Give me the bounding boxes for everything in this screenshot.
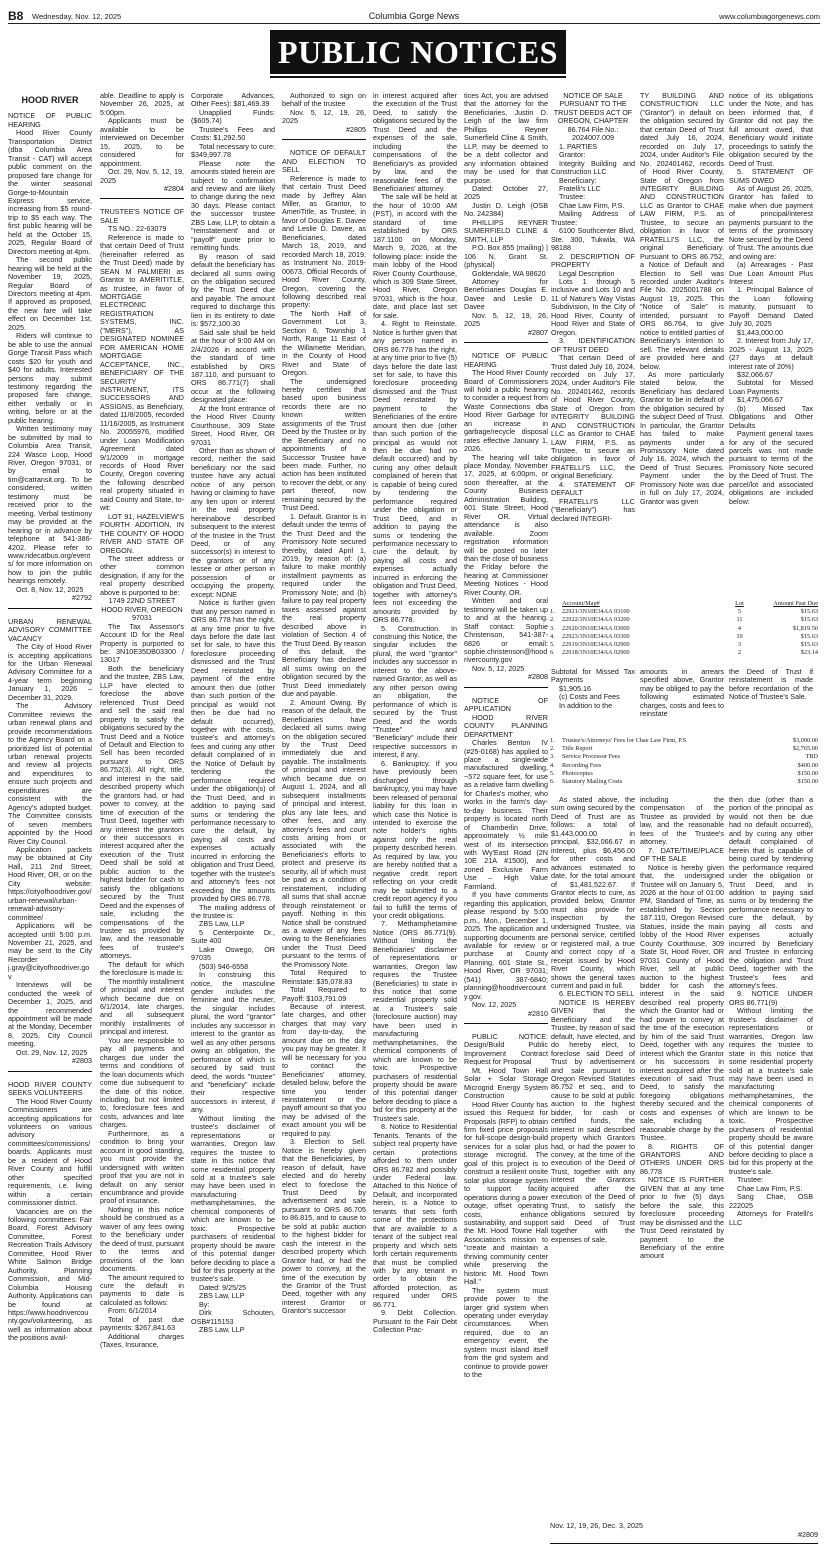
notice-paragraph: Additional charges (Taxes, Insurance, xyxy=(100,1331,184,1350)
lot: 10 xyxy=(736,632,743,640)
notice-paragraph: Interviews will be conducted the week of December 1, 2025, and the recommended appointment will be made at the Monday, December 8, 2025, City Council meeting. xyxy=(8,980,92,1049)
notice-paragraph: $32,066.67 xyxy=(737,369,773,379)
row-number: 2. xyxy=(550,745,555,753)
column-9 xyxy=(729,92,813,597)
notice-paragraph: (b) Missed Tax Obligations and Other Defaults xyxy=(729,403,813,430)
notice-paragraph: The default for which the foreclosure is made is: xyxy=(100,959,184,978)
notice-paragraph: TY BUILDING AND CONSTRUCTION LLC ("Grantor") in default on the obligation secured by that certain Deed of Trust dated July 16, 2024, recorded on July 17, 2024, under Auditor's File No. 202401462, records of Hood River County, State of Oregon from INTEGRITY BUILDING AND CONSTRUCTION LLC as Grantor to CHAE LAW FIRM, P.S. as Trustee, to secure an obligation in favor of FRATELLI'S LLC, the original Beneficiary. Pursuant to ORS 86.752, a Notice of Default and Election to Sell was recorded under Auditor's File No. 2025001788 on August 19, 2025. This "Notice of Sale" is intended, pursuant to ORS 86.764, to give notice to entitled parties of Beneficiary's intention to sell. The relevant details are provided here and below. xyxy=(640,92,724,371)
notice-paragraph: Without limiting the trustee's disclaimer of representations or warranties, Oregon law requires the trustee to state in this notice that some residential property sold at a trustee's sale may have been used in manufacturing methamphetamines, the chemical components of which are known to be toxic. Prospective purchasers of residential property should be aware of this potential danger before deciding to place a bid for this property at the trustee's sale. xyxy=(191,1113,275,1284)
notice-paragraph: 7. Methamphetamine Notice (ORS 86.771(9). Without limiting the Beneficiaries' disclaimer of representations or warranties, Oregon law requires the Trustee (Beneficiaries) to state in this notice that some residential property sold at a Trustee's sale (foreclosure auction) may have been used in manufacturing methamphetamines, the chemical components of which are known to be toxic. Prospective purchasers of residential property should be aware of this potential danger before deciding to place a bid for this property at the Trustee's sale. xyxy=(373,919,457,1123)
notice-paragraph: 2. Interest from July 17, 2025 - August 13, 2025 (27 days at default interest rate of 20%) xyxy=(729,336,813,371)
notice-paragraph: 7. DATE/TIME/PLACE OF THE SALE xyxy=(640,845,724,864)
table-row xyxy=(550,616,818,624)
notice-paragraph: Notice is hereby given that, the undersigned Trustee will on January 5, 2026 at the hour of 01:00 PM, Standard of Time, as established by Section 187.110, Oregon Revised Statues, inside the main lobby of the Hood River County Courthouse, 309 State St, Hood River, OR 97031 County of Hood River, sell at public auction to the highest bidder for cash the interest in the said described real property which the Grantor had or had power to convey at the time of the execution by him of the said Trust Deed, together with any interest which the Grantor or his successors in interest acquired after the execution of said Trust Deed, to satisfy the foregoing obligations thereby secured and the costs and expenses of sale, including a reasonable charge by the Trustee. xyxy=(640,862,724,1143)
row-number: 4. xyxy=(550,761,555,769)
notice-paragraph: NOTICE OF PUBLIC HEARING xyxy=(464,351,548,369)
fees-table xyxy=(550,737,818,786)
account-map: 22923/3N10E34AA 03300 xyxy=(562,632,630,640)
notice-paragraph: 3. Election to Sell. Notice is hereby given that the Beneficiaries, by reason of default, have elected and do hereby elect to foreclose the Trust Deed by advertisement and sale pursuant to ORS 86.705 to 86.815, and to cause to be sold at public auction to the highest bidder for cash the interest in the described property which Grantor had, or had the power to convey, at the time of the execution by the Grantor of the Trust Deed, together with any interest Grantor or Grantor's successor xyxy=(282,1137,366,1316)
mid-column-1 xyxy=(551,668,635,734)
fee-description: Recording Fees xyxy=(562,761,602,769)
notice-paragraph: Trustee: xyxy=(737,1175,764,1185)
fee-description: Title Report xyxy=(562,745,593,753)
notice-paragraph: Attorney for Beneficiaries Douglas E. Davee and Leslie D. Davee xyxy=(464,276,548,312)
notice-paragraph: 9. NOTICE UNDER ORS 86.771(9) xyxy=(729,989,813,1007)
publication-name: Columbia Gorge News xyxy=(368,11,460,21)
notice-paragraph: As more particularly stated below, the Beneficiary has declared Grantor to be in default of the obligation secured by the subject Deed of Trust. In particular, the Grantor has failed to make payments under a Promissory Note dated July 16, 2024, which the Deed of Trust Secures. Payment under the Promissory Note was due in full on July 17, 2024, Grantor was given xyxy=(640,369,724,506)
notice-footer xyxy=(550,1522,818,1544)
section-heading: HOOD RIVER xyxy=(21,95,79,105)
account-map: 22921/3N10E34AA 03100 xyxy=(562,608,630,616)
notice-paragraph: Hood River County Transportation District (dba Columbia Area Transit - CAT) will accept public comment on the proposed fare change for the winter seasonal Gorge-to-Mountain Express service, increasing from $5 round-trip to $5 each way. The first public hearing will be held at the October 15, 2025, Regular Board of Directors meeting at 4pm. xyxy=(8,128,92,256)
notice-paragraph: HOOD RIVER COUNTY PLANNING DEPARTMENT xyxy=(464,712,548,739)
table-row xyxy=(550,737,818,745)
ad-number: #2803 xyxy=(8,1057,92,1071)
notice-paragraph: NOTICE OF PUBLIC HEARING xyxy=(8,111,92,129)
account-map: 22918/3N10E34AA 02900 xyxy=(562,649,630,657)
notice-paragraph: 6. ELECTION TO SELL xyxy=(559,989,635,999)
notice-paragraph: 4. Right to Reinstate. Notice is further given that any person named in ORS 86.778 has the right, at any time prior to five (5) days before the date last set for sale, to have this foreclosure proceeding dismissed and the Trust Deed reinstated by payment to the Beneficiaries of the entire amount then due (other than such portion of the principal as would not then be due had no default occurred) and by curing any other default complained of herein that is capable of being cured by tendering the performance required under the obligation or Trust Deed, and in addition to paying the sums or tendering the performance necessary to cure the default, by paying all costs and expenses actually incurred in enforcing the obligation and Trust Deed, together with attorney's fees not exceeding the amounts provided by ORS 86.778. xyxy=(373,319,457,625)
notice-paragraph: Chae Law Firm, P.S. xyxy=(737,1183,803,1193)
notice-paragraph: By: xyxy=(199,1299,210,1309)
notice-paragraph: 4. STATEMENT OF DEFAULT xyxy=(551,479,635,498)
notice-paragraph: $1,443,000.00 xyxy=(737,327,783,337)
notice-paragraph: As of August 26, 2025, Grantor has failed to make when due payment of principal/interest payments pursuant to the terms of the promissory Note secured by the Deed of Trust. The amounts due and owing are: xyxy=(729,183,813,261)
publication-dates: Nov. 12, 19, 26, Dec. 3, 2025 xyxy=(550,1521,643,1530)
notice-paragraph: Vacancies are on the following committees: Fair Board, Forest Advisory Committee, Forest Recreation Trails Advisory Committee, Hood River White Salmon Bridge Authority, Planning Commission, and Mid-Columbia Housing Authority. Applications can be found at https://www.hoodrivercounty.gov/volunteering, as well as information about the positions avail- xyxy=(8,1206,92,1343)
notice-paragraph: The Tax Assessor's Account ID for the Real Property is purported to be: 3N10E35DB03300 / 13017 xyxy=(100,621,184,665)
tax-obligations-table xyxy=(550,600,818,657)
publication-url[interactable]: www.columbiagorgenews.com xyxy=(719,12,820,21)
notice-paragraph: 1. Default. Grantor is in default under the terms of the Trust Deed and the Promissory Note secured thereby, dated April 1, 2019, by reason of: (a) failure to make monthly installment payments as required under the Promissory Note; and (b) failure to pay real property taxes assessed against the real property described above in violation of Section 4 of the Trust Deed. By reason of this default, the Beneficiary has declared all sums owing on the obligation secured by the Trust Deed immediately due and payable. xyxy=(282,511,366,699)
notice-paragraph: 2. DESCRIPTION OF PROPERTY xyxy=(551,251,635,270)
table-row xyxy=(550,778,818,786)
lot: 3 xyxy=(737,641,742,649)
notice-paragraph: NOTICE OF APPLICATION xyxy=(464,695,548,714)
notice-paragraph: Applications will be accepted until 5:00 p.m. November 21, 2025, and may be sent to the City Recorder j.gray@cityofhoodriver.gov xyxy=(8,921,92,981)
lower-column-1 xyxy=(551,796,635,1516)
notice-paragraph: NOTICE OF SALE PURSUANT TO THE TRUST DEEDS ACT OF OREGON, CHAPTER 86.764 File No.: 2024007.009 xyxy=(553,92,633,143)
row-number: 1. xyxy=(550,608,555,616)
notice-paragraph: The Hood River County Board of Commissioners will hold a public hearing to consider a request from Waste Connections dba Hood River Garbage for an increase in garbage/recycle disposal rates effective January 1, 2026. xyxy=(464,368,548,454)
notice-paragraph: The sale will be held at the hour of 10:00 AM (PST), in accord with the standard of time established by ORS 187.1100 on Monday, March 9, 2026, at the following place: inside the main lobby of the Hood River County Courthouse, which is 309 State Street, Hood River, Oregon 97031, which is the hour, date, and place last set for sale. xyxy=(373,192,457,320)
notice-paragraph: The monthly installment of principal and interest which became due on 6/1/2014, late charges, and all subsequent monthly installments of principal and interest. xyxy=(100,976,184,1037)
notice-paragraph: Notice is further given that any person named in ORS 86.778 has the right, at any time prior to five days before the date last set for sale, to have this foreclosure proceeding dismissed and the Trust Deed reinstated by payment of the entire amount then due (other than such portion of the principal as would not then be due had no default occurred), together with the costs, trustee's and attorney's fees and curing any other default complained of in the Notice of Default by tendering the performance required under the obligation(s) of the Trust Deed, and in addition to paying said sums or tendering the performance necessary to cure the default, by paying all costs and expenses actually incurred in enforcing the obligation and Trust Deed, together with the trustee's and attorney's fees not exceeding the amounts provided by ORS 86.778. xyxy=(191,598,275,904)
mid-column-3 xyxy=(729,668,813,734)
lot: 4 xyxy=(737,624,742,632)
notice-paragraph: Dated: 9/25/25 xyxy=(199,1282,247,1292)
notice-paragraph: Mailing Address of Trustee: xyxy=(551,209,635,227)
ad-number: #2792 xyxy=(8,594,92,608)
notice-paragraph: Lake Oswego, OR 97035 xyxy=(191,944,275,963)
notice-paragraph: NOTICE IS HEREBY GIVEN that the Beneficiary and the Trustee, by reason of said default, have elected, and do hereby elect, to foreclose said Deed of Trust by advertisement and sale pursuant to Oregon Revised Statutes 86.752 et seq., and to cause to be sold at public auction to the highest bidder, for cash or certified funds, the interest in said described property which Grantors had, or had the power to convey, at the time of the execution of the Deed of Trust, together with any interest the Grantors acquired after the execution of the Deed of Trust, to satisfy the obligations secured by said Deed of Trust together with the expenses of sale, xyxy=(551,997,635,1244)
fee-description: Photocopies xyxy=(562,769,593,777)
notice-paragraph: Authorized to sign on behalf of the trustee xyxy=(282,92,366,109)
ad-number: #2805 xyxy=(282,126,366,140)
notice-paragraph: $1,475,066.67 xyxy=(737,395,783,405)
fee-description: Statutory Mailing Costs xyxy=(562,778,623,786)
notice-paragraph: Other than as shown of record, neither the said beneficiary nor the said trustee have any actual notice of any person having or claiming to have any lien upon or interest in the real property hereinabove described subsequent to the interest of the trustee in the Trust Deed, or of any successor(s) in interest to the grantors or of any lessee or other person in possession of or occupying the property, except: NONE xyxy=(191,446,275,599)
notice-paragraph: In addition to the xyxy=(559,700,613,710)
notice-paragraph: Applicants must be available to be interviewed on December 15, 2025, to be considered for appointment. xyxy=(100,116,184,168)
table-row xyxy=(550,608,818,616)
amount-past-due: $15.63 xyxy=(800,641,818,649)
notice-paragraph: The City of Hood River is accepting applications for the Urban Renewal Advisory Committee for a 4-year term beginning January 1, 2026 – December 31, 2029. xyxy=(8,642,92,702)
column-header: Account/Map# xyxy=(562,600,600,607)
fee-amount: $2,765.00 xyxy=(792,745,818,753)
notice-paragraph: Charles Benton IV (#25-0168) has applied to place a single-wide manufactured dwelling, ~572 square feet, for use as a relative farm dwelling for Charles's mother, who works in the farm's day-to-day business. Their property is located north of Chamberlin Drive, approximately ½ mile west of its intersection with Wy'East Road (2N 10E 21A #1500), and zoned Exclusive Farm Use – High Value Farmland. xyxy=(464,738,548,891)
table-row xyxy=(550,633,818,641)
notice-paragraph: Goldendale, WA 98620 xyxy=(472,268,546,278)
notice-paragraph: Application packets may be obtained at City Hall, 211 2nd Street, Hood River, OR, or on the City website: https://cityofhoodriver.gov/urban-renewal/urban-renewal-advisory-committee/ xyxy=(8,844,92,922)
notice-paragraph: P.O. Box 855 (mailing) | 106 N. Grant St. (physical) xyxy=(464,243,548,270)
notice-paragraph: HOOD RIVER COUNTY SEEKS VOLUNTEERS xyxy=(8,1079,92,1098)
column-8 xyxy=(640,92,724,597)
ad-number: #2809 xyxy=(550,1531,818,1545)
row-number: 3. xyxy=(550,753,555,761)
column-6 xyxy=(464,92,548,1542)
notice-paragraph: Riders will continue to be able to use the annual Gorge Transit Pass which costs $20 for youth and $40 for adults. Interested persons may submit testimony regarding the proposed fare change, either verbally or in writing, before or at the public hearing. xyxy=(8,331,92,425)
notice-paragraph: Beneficiary: xyxy=(559,175,597,185)
notice-paragraph: The Advisory Committee reviews the urban renewal plans and provide recommendations to the Agency Board on a prioritized list of potential urban renewal projects and review all projects and expenditures to ensure such projects and expenditures are consistent with the Agency's adopted budget. The Committee consists of seven members appointed by the Hood River City Council. xyxy=(8,701,92,846)
notice-paragraph: 1. Principal Balance of the Loan following maturity, pursuant to Payoff Demand Dated July 30, 2025 xyxy=(729,285,813,329)
notice-paragraph: 8. Notice to Residential Tenants. Tenants of the subject real property have certain protections afforded to them under ORS 86.782 and possibly under Federal law. Attached to this Notice of Default, and incorporated herein, is a Notice to tenants that sets forth some of the protections that are available to a tenant of the subject real property and which sets forth certain requirements that must be complied with by any tenant in order to obtain the afforded protection, as required under ORS 86.771. xyxy=(373,1122,457,1309)
notice-paragraph: $1,905.16 xyxy=(559,683,591,693)
notice-paragraph: The Hood River County Commissioners are accepting applications for volunteers on various advisory committees/commissions/boards. Applicants must be a resident of Hood River County and fulfill other specified requirements, i.e. living within a certain commissioner district. xyxy=(8,1096,92,1208)
notice-paragraph: PHILLIPS REYNER SUMERFIELD CLINE & SMITH, LLP xyxy=(464,217,548,244)
notice-paragraph: The undersigned hereby certifies that based upon business records there are no known written assignments of the Trust Deed by the Trustee or by the Beneficiary and no appointments of a Successor Trustee have been made. Further, no action has been instituted to recover the debt, or any part thereof, now remaining secured by the Trust Deed. xyxy=(282,376,366,513)
notice-paragraph: able. Deadline to apply is November 26, 2025, at 5:00pm. xyxy=(100,92,184,117)
notice-paragraph: Reference is made to that certain Deed of Trust (hereinafter referred as the Trust Deed) made by SEAN M PALMIERI as Grantor to AMERITITLE, as trustee, in favor of MORTGAGE ELECTRONIC REGISTRATION SYSTEMS, INC. ("MERS"), AS DESIGNATED NOMINEE FOR AMERICAN HOME MORTGAGE ACCEPTANCE, INC., BENEFICIARY OF THE SECURITY INSTRUMENT, ITS SUCCESSORS AND ASSIGNS, as Beneficiary, dated 11/8/2005, recorded 11/16/2005, as Instrument No. 20055976, modified under Loan Modification Agreement dated 9/1/2009 in mortgage records of Hood River County, Oregon covering the following described real property situated in said County and State, to-wit: xyxy=(100,232,184,513)
table-row xyxy=(550,649,818,657)
notice-paragraph: Both the beneficiary and the trustee, ZBS Law, LLP have elected to foreclose the above referenced Trust Deed and sell the said real property to satisfy the obligations secured by the Trust Deed and a Notice of Default and Election to Sell has been recorded pursuant to ORS 86.752(3). All right, title, and interest in the said described property which the grantors had, or had power to convey, at the time of execution of the Trust Deed, together with any interest the grantors or their successors in interest acquired after the execution of the Trust Deed shall be sold at public auction to the highest bidder for cash to satisfy the obligations secured by the Trust Deed and the expenses of sale, including the compensations of the trustee as provided by law, and the reasonable fees of trustee's attorneys. xyxy=(100,663,184,961)
notice-paragraph: Nov. 5, 12, 19, 26, 2025 xyxy=(282,107,366,126)
notice-paragraph: Dated: October 27, 2025 xyxy=(464,183,548,202)
section-banner: PUBLIC NOTICES xyxy=(270,30,566,74)
notice-paragraph: Unapplied Funds: ($605.74) xyxy=(191,107,275,126)
notice-paragraph: As stated above, the sum owing secured by the Deed of Trust are as follows: a total of $1,443,000.00 in principal, $32,066.67 in interest, plus $6,456.00 for other costs and advances estimated to date, for the total amount of $1,481,522.67. If Grantor elects to cure, as provided below, Grantor must also provide for inspection by the undersigned Trustee, via personal service, certified or registered mail, a true and correct copy of a receipt issued by Hood River County, which shows the general taxes current and paid in full. xyxy=(551,796,635,990)
notice-paragraph: 2. Amount Owing. By reason of the default, the Beneficiaries have declared all sums owing on the obligation secured by the Trust Deed immediately due and payable. The installments of principal and interest which became due on August 1, 2024, and all subsequent installments of principal and interest, plus any late fees, and other fees, and any attorney's fees and court costs arising from or associated with the Beneficiaries's efforts to protect and preserve its security, all of which must be paid as a condition of reinstatement, including all sums that shall accrue through reinstatement or payoff. Nothing in this Notice shall be construed as a waiver of any fees owing to the Beneficiaries under the Trust Deed pursuant to the terms of the Promissory Note. xyxy=(282,697,366,969)
notice-paragraph: (a) Arrearages - Past Due Loan Amount Plus Interest xyxy=(729,260,813,286)
notice-paragraph: FRATELLI'S LLC ("Beneficiary") has declared INTEGRI- xyxy=(551,496,635,523)
notice-paragraph: The hearing will take place Monday, November 17, 2025, at 6:00pm, or soon thereafter, at the County Business Administration Building, 601 State Street, Hood River OR. Virtual attendance is also available. Zoom registration information will be posted no later than the close of business the Friday before the hearing at Commissioner Meeting Notices - Hood River County, OR. xyxy=(464,452,548,597)
row-number: 5. xyxy=(550,641,555,649)
fee-amount: TBD xyxy=(805,753,818,761)
notice-paragraph: Subtotal for Missed Tax Payments xyxy=(551,668,635,685)
amount-past-due: $23.14 xyxy=(800,649,818,657)
notice-paragraph: Because of interest, late charges, and other charges that may vary from day-to-day, the amount due on the day you pay may be greater. It will be necessary for you to contact the Beneficiaries' attorney, detailed below, before the time you tender reinstatement or the payoff amount so that you may be advised of the exact amount you will be required to pay. xyxy=(282,1002,366,1138)
table-row xyxy=(550,641,818,649)
fee-description: Service Processor Fees xyxy=(562,753,621,761)
fee-amount: $150.00 xyxy=(797,769,818,777)
amount-past-due: $15.63 xyxy=(800,616,818,624)
notice-paragraph: amounts in arrears specified above, Grantor may be obliged to pay the following estimated charges, costs and fees to reinstate xyxy=(640,668,724,719)
lower-column-3 xyxy=(729,796,813,1516)
notice-paragraph: Furthermore, as a condition to bring your account in good standing, you must provide the undersigned with written proof that you are not in default on any senior encumbrance and provide proof of insurance. xyxy=(100,1128,184,1206)
notice-paragraph: Total Required to Reinstate: $35,078.83 xyxy=(282,968,366,986)
notice-paragraph: 5. Construction. In construing this Notice, the singular includes the plural, the word "grantor" includes any successor in interest to the above-named Grantor, as well as any other person owing an obligation, the performance of which is secured by the Trust Deed, and the words "Trustee" and "Beneficiary" include their respective successors in interest, if any. xyxy=(373,623,457,760)
notice-paragraph: Sang Chae, OSB 222025 xyxy=(729,1192,813,1210)
notice-paragraph: The system must provide power to the larger grid system when operating under everyday circumstances. When required, due to an emergency event, the system must island itself from the grid system and continue to provide power to the xyxy=(464,1285,548,1380)
notice-paragraph: At the front entrance of the Hood River County Courthouse, 309 State Street, Hood River, OR 97031 xyxy=(191,403,275,447)
ad-number: #2808 xyxy=(464,673,548,687)
notice-paragraph: Without limiting the trustee's disclaimer of representations or warranties, Oregon law requires the trustee to state in this notice that some residential property sold at a trustee's sale may have been used in manufacturing methamphetamines, the chemical components of which are known to be toxic. Prospective purchasers of residential property should be aware of this potential danger before deciding to place a bid for this property at the trustee's sale. xyxy=(729,1006,813,1176)
page-header xyxy=(8,4,820,24)
row-number: 3. xyxy=(550,624,555,632)
notice-paragraph: Mt. Hood Town Hall Solar + Solar Storage Microgrid Energy System Construction xyxy=(464,1065,548,1101)
notice-paragraph: ZBS Law, LLP xyxy=(199,1325,245,1335)
row-number: 2. xyxy=(550,616,555,624)
table-row xyxy=(550,745,818,753)
notice-paragraph: Payment general taxes for any of the secured parcels was not made pursuant to terms of the Promissory Note secured by the Deed of Trust. The parcel/lot and associated obligations are included below: xyxy=(729,429,813,506)
column-2 xyxy=(100,92,184,1542)
notice-paragraph: Subtotal for Missed Loan Payments xyxy=(729,378,813,396)
notice-paragraph: (503) 946-6558 xyxy=(199,961,249,971)
notice-paragraph: Integrity Building and Construction LLC xyxy=(551,158,635,177)
notice-paragraph: 1749 22ND STREET HOOD RIVER, OREGON 97031 xyxy=(101,596,183,623)
notice-paragraph: Hood River County has issued this Request for Proposals (RFP) to obtain firm fixed price proposals for full-scope design-build services for a solar plus storage microgrid. The goal of this project is to construct a resilient onsite solar plus storage system to support facility operations during a power outage, offset operating costs, enhance sustainability, and support the Mt. Hood Towne Hall Association's mission to "create and maintain a thriving community center while preserving the historic Mt. Hood Town Hall." xyxy=(464,1099,548,1287)
notice-paragraph: TS NO.: 22-63079 xyxy=(108,224,167,234)
notice-paragraph: Lots 1 through 5 inclusive and Lots 10 and 11 of Nature's Way Vistas Subdivision, In the City of Hood River, County of Hood River and State of Oregon. xyxy=(551,276,635,337)
column-5 xyxy=(373,92,457,1542)
account-map: 22922/3N10E34AA 03200 xyxy=(562,616,630,624)
notice-paragraph: Total Required to Payoff: $103,791.09 xyxy=(282,985,366,1003)
notice-paragraph: Please note the amounts stated herein are subject to confirmation and review and are likely to change during the next 30 days. Please contact the successor trustee ZBS Law, LLP, to obtain a "reinstatement' and or "payoff" quote prior to remitting funds. xyxy=(191,158,275,253)
notice-paragraph: 8. RIGHTS OF GRANTORS AND OTHERS UNDER ORS 86.778 xyxy=(640,1141,724,1176)
fee-amount: $150.00 xyxy=(797,778,818,786)
notice-paragraph: Justin D. Leigh (OSB No. 242384) xyxy=(464,200,548,219)
notice-paragraph: Reference is made to that certain Trust Deed made by Jeffrey Alan Miller, as Grantor, to AmeriTitle, as Trustee, in favor of Douglas E. Davee and Leslie D. Davee, as Beneficiaries, dated March 18, 2019, and recorded March 18, 2019, as Instrument No. 2019-00673, Official Records of Hood River County, Oregon, covering the following described real property: xyxy=(282,173,366,310)
notice-paragraph: The second public hearing will be held at the November 19, 2025, Regular Board of Directors meeting at 4pm. If approved as proposed, the new fare will take effect on December 1st, 2025. xyxy=(8,255,92,332)
notice-paragraph: Oct. 29, Nov. 5, 12, 19, 2025 xyxy=(100,167,184,185)
notice-paragraph: You are responsible to pay all payments and charges due under the terms and conditions of the loan documents which come due subsequent to the date of this notice, including, but not limited to, foreclosure fees and costs, advances and late charges. xyxy=(100,1035,184,1130)
notice-paragraph: In construing this notice, the masculine gender includes the feminine and the neuter, the singular includes plural, the word "grantor" includes any successor in interest to the grantor as well as any other persons owing an obligation, the performance of which is secured by said trust deed, the words "trustee" and "beneficiary" include their respective successors in interest, if any. xyxy=(191,970,275,1115)
row-number: 6. xyxy=(550,649,555,657)
fee-description: Trustee's/Attorneys' Fees for Chae Law Firm, P.S xyxy=(562,737,687,744)
notice-paragraph: Written testimony may be submitted by mail to Columbia Area Transit, 224 Wasco Loop, Hood River, Oregon 97031, or by email to tim@catransit.org. To be considered, written testimony must be received prior to the meeting. Verbal testimony may be provided at the hearing or in advance by telephone at 541-386-4202. Please refer to www.ridecatbus.org/events/ for more information on how to join the public hearings remotely. xyxy=(8,424,92,586)
notice-paragraph: the Deed of Trust if reinstatement is made before recordation of the Notice of Trustee's Sale. xyxy=(729,668,813,702)
column-header: Lot xyxy=(735,600,744,607)
notice-paragraph: Chae Law Firm, P.S. xyxy=(559,200,625,210)
notice-paragraph: 5 Centerpointe Dr., Suite 400 xyxy=(191,927,275,946)
notice-paragraph: The amount required to cure the default in payments to date is calculated as follows: xyxy=(100,1272,184,1307)
notice-paragraph: 9. Debt Collection. Pursuant to the Fair Debt Collection Prac- xyxy=(373,1308,457,1335)
column-7 xyxy=(551,92,635,597)
column-3 xyxy=(191,92,275,1542)
notice-paragraph: notice of its obligations under the Note, and has been informed that, if Grantor did not pay the full amount owed, that Beneficiary would initiate proceedings to satisfy the obligation secured by the Deed of Trust. xyxy=(729,92,813,168)
notice-paragraph: 5. STATEMENT OF SUMS OWED xyxy=(729,167,813,185)
notice-paragraph: TRUSTEE'S NOTICE OF SALE xyxy=(100,207,184,225)
amount-past-due: $15.63 xyxy=(800,608,818,616)
notice-paragraph: That certain Deed of Trust dated July 16, 2024, recorded on July 17, 2024, under Auditor's File No. 202401462, records of Hood River County, State of Oregon from INTEGRITY BUILDING AND CONSTRUCTION LLC as Grantor to CHAE LAW FIRM, P.S. as Trustee, to secure an obligation in favor of FRATELLI'S LLC, the original Beneficiary. xyxy=(551,353,635,481)
notice-paragraph: By reason of said default the beneficiary has declared all sums owing on the obligation secured by the Trust Deed due and payable. The amount required to discharge this lien in its entirety to date is: $572,100.30 xyxy=(191,251,275,329)
ad-number: #2807 xyxy=(464,329,548,343)
column-4 xyxy=(282,92,366,1542)
notice-paragraph: Nothing in this notice should be construed as a waiver of any fees owing to the beneficiary under the deed of trust, pursuant to the terms and provisions of the loan documents. xyxy=(100,1204,184,1274)
table-row xyxy=(550,753,818,761)
amount-past-due: $1,819.50 xyxy=(792,624,818,632)
column-1 xyxy=(8,92,92,1542)
notice-paragraph: Corporate Advances, Other Fees): $81,469.39 xyxy=(191,92,275,109)
mid-column-2 xyxy=(640,668,724,734)
notice-paragraph: then due (other than a portion of the principal as would not then be due had no default occurred), and by curing any other default complained of herein that is capable of being cured by tendering the performance required under the obligation or Trust Deed, and in addition to paying said sums or by tendering the performance necessary to cure the default, by paying all costs and expenses actually incurred by Beneficiary and Trustee in enforcing the obligation and Trust Deed, together with the Trustee's fees and attorney's fees. xyxy=(729,796,813,990)
amount-past-due: $15.63 xyxy=(800,632,818,640)
notice-paragraph: Total necessary to cure: $349,997.78 xyxy=(191,141,275,160)
notice-paragraph: Dirk Schouten, OSB#115153 xyxy=(191,1308,275,1326)
fee-amount: $400.00 xyxy=(797,761,818,769)
notice-paragraph: ZBS Law, LLP xyxy=(199,1291,245,1301)
lower-column-2 xyxy=(640,796,724,1516)
lot: 2 xyxy=(737,649,742,657)
notice-paragraph: PUBLIC NOTICE: Design/Build Public Improvement Contract Request for Proposal xyxy=(464,1032,548,1067)
notice-paragraph: The mailing address of the trustee is: xyxy=(191,902,275,920)
ad-number: #2810 xyxy=(464,1010,548,1024)
notice-paragraph: Nov. 12, 2025 xyxy=(472,1000,517,1010)
notice-paragraph: tices Act, you are advised that the attorney for the Beneficiaries, Justin D. Leigh of the law firm Phillips Reyner Sumerfield Cline & Smith, LLP, may be deemed to be a debt collector and any information obtained may be used for that purpose. xyxy=(464,92,548,185)
row-number: 6. xyxy=(550,778,555,786)
notice-paragraph: The North Half of Government Lot 3, Section 6, Township 1 North, Range 11 East of the Willamette Meridian, in the County of Hood River and State of Oregon. xyxy=(282,308,366,378)
issue-date: Wednesday, Nov. 12, 2025 xyxy=(32,12,122,21)
notice-paragraph: Oct. 8, Nov. 12, 2025 xyxy=(16,584,84,594)
notice-paragraph: Trustee's Fees and Costs: $1,292.50 xyxy=(191,124,275,143)
spacer xyxy=(550,600,562,608)
notice-paragraph: The street address or other common designation, if any for the real property described above is purported to be: xyxy=(100,554,184,597)
page-number: B8 xyxy=(8,9,24,23)
table-row xyxy=(550,625,818,633)
notice-paragraph: NOTICE OF DEFAULT AND ELECTION TO SELL xyxy=(282,148,366,175)
lot: 11 xyxy=(736,616,743,624)
banner-rule xyxy=(270,76,566,78)
notice-paragraph: Legal Description xyxy=(559,268,615,278)
notice-paragraph: Total of past due payments: $267,841.63 xyxy=(100,1314,184,1333)
table-row xyxy=(550,770,818,778)
row-number: 5. xyxy=(550,769,555,777)
lot: 5 xyxy=(737,608,742,616)
notice-paragraph: Nov. 5, 12, 19, 26, 2025 xyxy=(464,310,548,329)
fee-amount: $3,000.00 xyxy=(792,737,818,744)
notice-paragraph: NOTICE IS FURTHER GIVEN that at any time prior to five (5) days before the sale, this foreclosure proceeding may be dismissed and the Trust Deed reinstated by payment to the Beneficiary of the entire amount xyxy=(640,1175,724,1261)
ad-number: #2804 xyxy=(100,185,184,199)
notice-paragraph: 3. IDENTIFICATION OF TRUST DEED xyxy=(551,336,635,354)
notice-paragraph: Grantor: xyxy=(559,150,586,160)
account-map: 22919/3N10E34AA 02900 xyxy=(562,641,630,649)
notice-paragraph: Trustee: xyxy=(559,192,586,202)
table-row xyxy=(550,762,818,770)
notice-paragraph: 6. Bankruptcy. If you have previously been discharged through bankruptcy, you may have been released of personal liability for this loan in which case this Notice is intended to exercise the note holder's rights against only the real property described herein. As required by law, you are hereby notified that a negative credit report reflecting on your credit may be submitted to a credit report agency if you fail to fulfill the terms of your credit obligations. xyxy=(373,758,457,920)
notice-paragraph: 1. PARTIES xyxy=(559,141,598,151)
notice-paragraph: Said sale shall be held at the hour of 9:00 AM on 2/4/2026 in accord with the standard of time established by ORS 187.110, and pursuant to ORS 86.771(7) shall occur at the following designated place: xyxy=(191,327,275,405)
notice-paragraph: Nov. 5, 12, 2025 xyxy=(472,663,525,673)
notice-paragraph: Written and oral testimony will be taken up to and at the hearing. Staff contact: Sophie Christenson, 541-387-6826 or email: sophie.christenson@hoodrivercounty.gov xyxy=(464,596,548,665)
notice-paragraph: If you have comments regarding this application, please respond by 5:00 p.m., Mon., December 1, 2025. The application and supporting documents are available for review or purchase at County Planning, 601 State St., Hood River, OR 97031; (541) 387-6840; planning@hoodrivercounty.gov. xyxy=(464,890,548,1001)
notice-paragraph: 6100 Southcenter Blvd, Ste. 300, Tukwila, WA 98188 xyxy=(551,226,635,253)
notice-paragraph: Oct. 29, Nov. 12, 2025 xyxy=(16,1047,88,1057)
row-number: 1. xyxy=(550,737,555,744)
notice-paragraph: (c) Costs and Fees xyxy=(559,692,620,702)
notice-paragraph: ZBS Law, LLP xyxy=(199,919,245,929)
column-header: Amount Past Due xyxy=(773,600,818,607)
notice-paragraph: Attorneys for Fratelli's LLC xyxy=(729,1209,813,1227)
notice-paragraph: URBAN RENEWAL ADVISORY COMMITTEE VACANCY xyxy=(8,616,92,643)
notice-paragraph: Fratelli's LLC xyxy=(559,183,601,193)
notice-paragraph: LOT 91, HAZELVIEW'S FOURTH ADDITION, IN THE COUNTY OF HOOD RIVER AND STATE OF OREGON. xyxy=(100,511,184,555)
notice-paragraph: including the compensation of the Trustee as provided by law, and the reasonable fees of the Trustee's attorney. xyxy=(640,796,724,847)
row-number: 4. xyxy=(550,632,555,640)
account-map: 22920/3N10E34AA 03000 xyxy=(562,624,630,632)
notice-paragraph: From: 6/1/2014 xyxy=(108,1306,157,1316)
notice-paragraph: in interest acquired after the execution of the Trust Deed, to satisfy the obligations secured by the Trust Deed and the expenses of the sale, including the compensations of the Beneficiary's as provided by law, and the reasonable fees of the Beneficiaries' attorney. xyxy=(373,92,457,193)
